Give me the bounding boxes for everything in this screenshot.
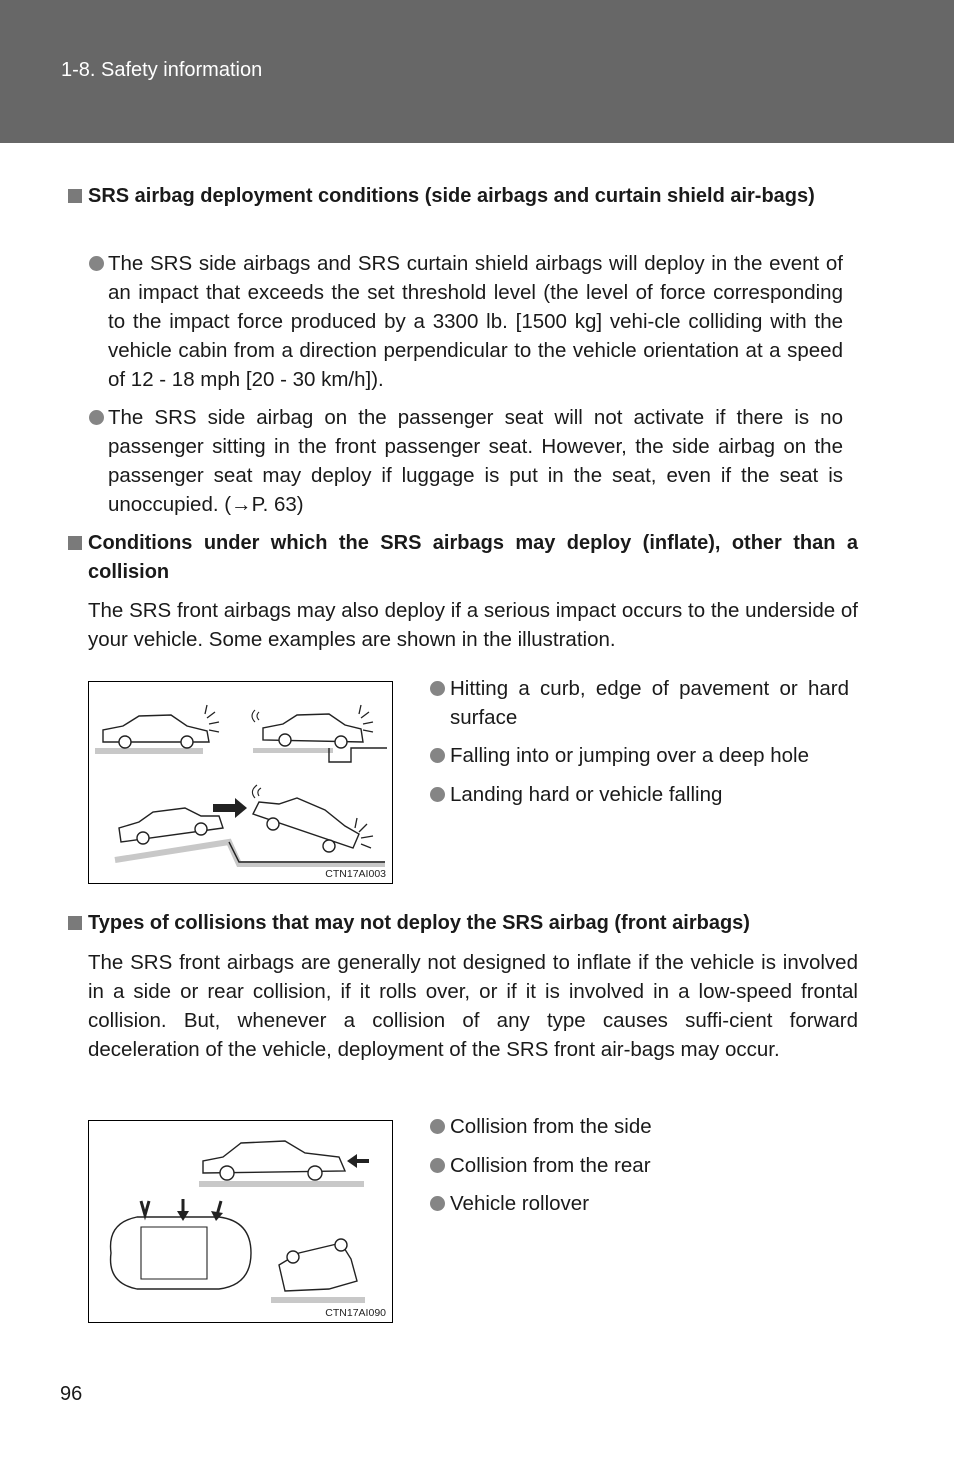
bullet-text: Landing hard or vehicle falling — [450, 783, 723, 806]
bullet-icon — [430, 748, 445, 763]
bullet-text: The SRS side airbags and SRS curtain shield airbags will deploy in the event of an impact that exceeds the set threshold level (the level of force corresponding to the impact force produced by a 3300 lb. [1500 kg] vehi-cle colliding with the vehicle cabin from a direction perpendicular to the vehicle orientation at a speed of 12 - 18 mph [20 - 30 km/h]). — [108, 252, 843, 391]
heading-marker-icon — [68, 189, 82, 203]
bullet-text: Collision from the side — [450, 1115, 652, 1138]
bullet-icon — [430, 1196, 445, 1211]
bullet-icon — [430, 1158, 445, 1173]
section-heading: Conditions under which the SRS airbags may deploy (inflate), other than a collision — [88, 532, 858, 583]
collision-types-illustration — [89, 1121, 394, 1324]
heading-marker-icon — [68, 536, 82, 550]
figure-code: CTN17AI003 — [325, 868, 386, 880]
figure-code: CTN17AI090 — [325, 1307, 386, 1319]
bullet-text: Falling into or jumping over a deep hole — [450, 744, 809, 767]
bullet-text: The SRS side airbag on the passenger seat will not activate if there is no passenger sitting in the front passenger seat. However, the side airbag on the passenger seat may deploy if luggage is put in the seat, even if the seat is unoccupied. (→P. 63) — [108, 406, 843, 516]
bullet-icon — [89, 256, 104, 271]
page-header — [0, 0, 954, 143]
bullet-text: Collision from the rear — [450, 1154, 651, 1177]
bullet-icon — [430, 787, 445, 802]
bullet-icon — [430, 1119, 445, 1134]
body-paragraph: The SRS front airbags may also deploy if a serious impact occurs to the underside of your vehicle. Some examples are shown in the illustration. — [88, 599, 858, 651]
bullet-icon — [89, 410, 104, 425]
section-title: 1-8. Safety information — [61, 59, 263, 81]
bullet-icon — [430, 681, 445, 696]
section-heading: Types of collisions that may not deploy the SRS airbag (front airbags) — [88, 912, 750, 934]
section-heading: SRS airbag deployment conditions (side airbags and curtain shield air-bags) — [88, 185, 815, 207]
page-number: 96 — [60, 1383, 83, 1405]
body-paragraph: The SRS front airbags are generally not designed to inflate if the vehicle is involved in a side or rear collision, if it rolls over, or if it is involved in a low-speed frontal collision. But, whenever a collision of any type causes suffi-cient forward deceleration of the vehicle, deployment of the SRS front air-bags may occur. — [88, 951, 858, 1061]
car-impact-illustration — [89, 682, 394, 885]
bullet-text: Hitting a curb, edge of pavement or hard surface — [450, 677, 849, 729]
heading-marker-icon — [68, 916, 82, 930]
illustration-underside-impact — [88, 681, 393, 884]
bullet-text: Vehicle rollover — [450, 1192, 590, 1215]
illustration-non-deploy-collisions — [88, 1120, 393, 1323]
